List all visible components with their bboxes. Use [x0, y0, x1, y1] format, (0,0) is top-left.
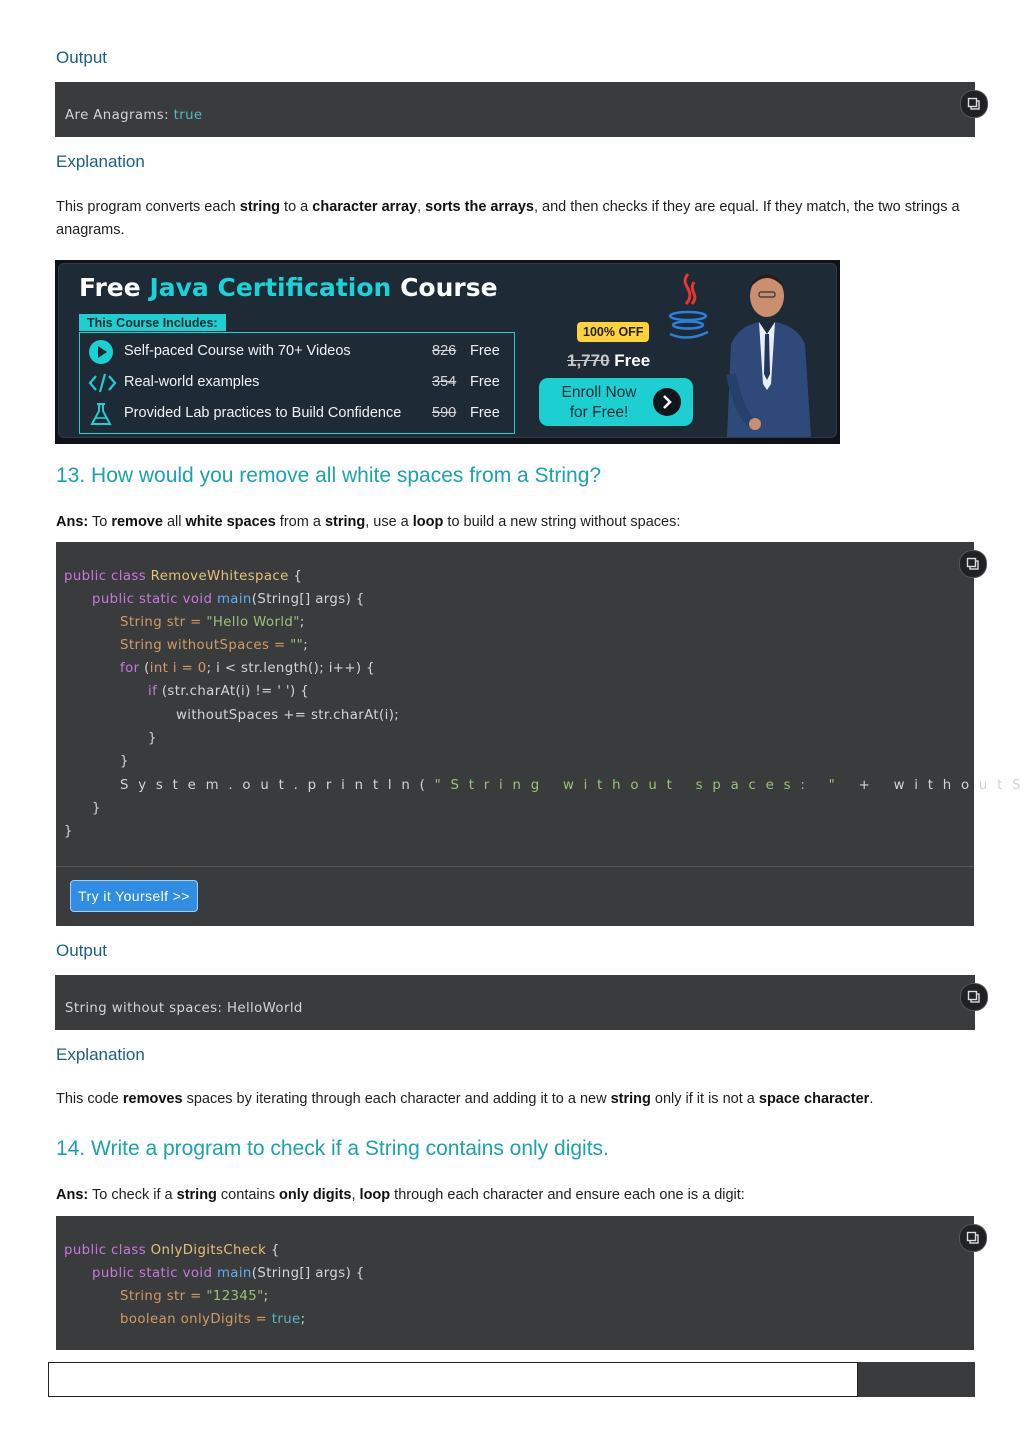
code-line: public class OnlyDigitsCheck { [64, 1243, 280, 1258]
output-text: Are Anagrams: [65, 108, 174, 123]
code-line: String withoutSpaces = ""; [120, 638, 309, 653]
chevron-right-icon [653, 388, 681, 416]
output-label: Output [56, 48, 108, 67]
question-14-heading: 14. Write a program to check if a String contains only digits. [56, 1137, 609, 1160]
java-logo-icon [664, 272, 714, 342]
instructor-photo [709, 264, 835, 437]
explanation-label: Explanation [56, 1045, 145, 1064]
banner-title: Free Java Certification Course [79, 273, 498, 302]
course-banner[interactable] [55, 260, 840, 444]
code-line: } [120, 754, 129, 769]
output-text: String without spaces: HelloWorld [65, 1001, 303, 1016]
try-it-yourself-button[interactable]: Try it Yourself >> [70, 880, 198, 912]
flask-icon [88, 401, 114, 427]
code-line: String str = "Hello World"; [120, 615, 305, 630]
banner-includes-tag: This Course Includes: [79, 314, 226, 331]
code-line: String str = "12345"; [120, 1289, 269, 1304]
q14-answer: Ans: To check if a string contains only digits, loop through each character and ensure each one is a digit: [56, 1187, 745, 1203]
code-divider [56, 866, 974, 867]
code-line: } [148, 731, 157, 746]
explanation-text: This code removes spaces by iterating through each character and adding it to a new string only if it is not a space character. [56, 1091, 874, 1107]
copy-icon[interactable] [960, 983, 988, 1011]
question-13-heading: 13. How would you remove all white spaces from a String? [56, 464, 602, 487]
code-line: if (str.charAt(i) != ' ') { [148, 684, 310, 699]
output-block [55, 82, 975, 137]
discount-badge: 100% OFF [577, 322, 649, 342]
output-value: true [173, 108, 203, 123]
banner-feature-item: Self-paced Course with 70+ Videos 826 Free [80, 336, 514, 366]
explanation-text: This program converts each string to a character array, sorts the arrays, and then checks if they are equal. If they match, the two strings a anagrams. [56, 199, 960, 238]
code-line: boolean onlyDigits = true; [120, 1312, 306, 1327]
code-block-continuation [857, 1362, 975, 1397]
banner-card [58, 263, 837, 438]
enroll-button[interactable]: Enroll Now for Free! [539, 378, 693, 426]
blank-frame [48, 1362, 858, 1397]
banner-price: 1,770 Free [567, 351, 651, 370]
output-label: Output [56, 941, 108, 960]
code-line: withoutSpaces += str.charAt(i); [176, 708, 400, 723]
banner-feature-item: Real-world examples 354 Free [80, 367, 514, 397]
play-icon [88, 339, 114, 365]
code-line: } [64, 824, 73, 839]
code-icon [88, 370, 114, 396]
copy-icon[interactable] [959, 1224, 987, 1252]
code-line: for (int i = 0; i < str.length(); i++) { [120, 661, 375, 676]
q14-code-block [56, 1216, 974, 1350]
output-block [55, 975, 975, 1030]
code-line: System.out.println("String without spaces: " + withoutS [120, 778, 1030, 793]
code-line: } [92, 801, 101, 816]
code-line: public static void main(String[] args) { [92, 592, 365, 607]
q13-code-block [56, 542, 1030, 926]
output-line [65, 104, 202, 127]
banner-feature-item: Provided Lab practices to Build Confidence 590 Free [80, 398, 514, 428]
code-line: public class RemoveWhitespace { [64, 569, 303, 584]
code-line: public static void main(String[] args) { [92, 1266, 365, 1281]
copy-icon[interactable] [959, 550, 987, 578]
banner-feature-list [79, 332, 515, 434]
explanation-label: Explanation [56, 152, 145, 171]
q13-answer: Ans: To remove all white spaces from a string, use a loop to build a new string without spaces: [56, 514, 681, 530]
copy-icon[interactable] [960, 90, 988, 118]
